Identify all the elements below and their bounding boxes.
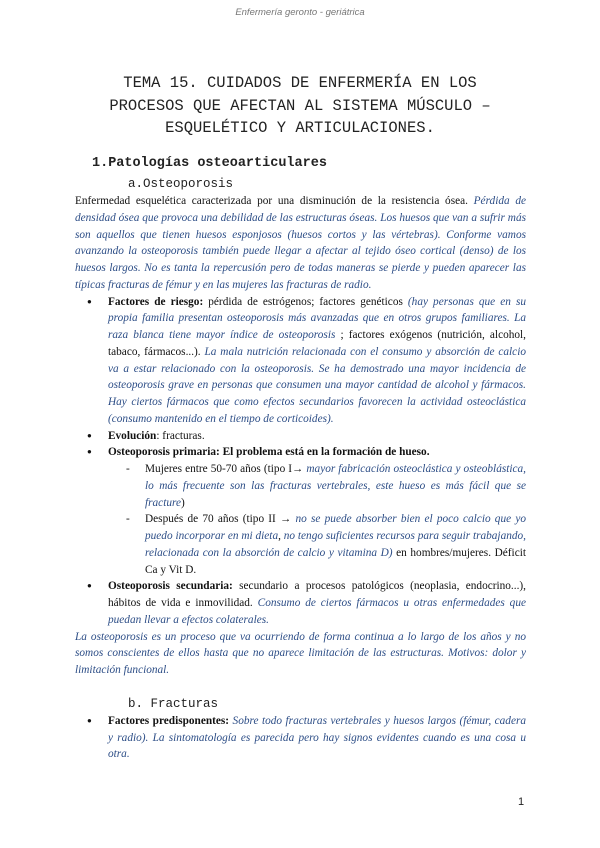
fracturas-list [75,713,526,763]
text: secundario a procesos patológicos (neoplasia, endocrino...), hábitos de vida e inmovilidad. [108,580,526,609]
sub-item-tipo-2 [75,511,526,578]
text: Mujeres entre 50-70 años (tipo I→ [145,463,307,475]
title-line: PROCESOS QUE AFECTAN AL SISTEMA MÚSCULO – [109,96,491,115]
text: Después de 70 años (tipo II → [145,513,296,526]
heading-patologias: 1.Patologías osteoarticulares [92,156,327,171]
label: Osteoporosis secundaria: [108,580,233,593]
text: en hombres/mujeres. Déficit Ca y Vit D. [145,546,526,576]
osteoporosis-list [75,294,526,629]
text: ; factores exógenos (nutrición, alcohol, tabaco, fármacos...). [108,329,526,358]
list-item-secundaria [75,578,526,628]
heading-osteoporosis: a.Osteoporosis [128,177,234,191]
text: Enfermedad esquelética caracterizada por una disminución de la resistencia ósea. [75,195,474,207]
note-text: mayor fabricación osteoclástica y osteoblástica, lo más frecuente son las fracturas vertebrales, este hueso es más fácil que se fracture [145,463,526,509]
document-body [75,176,526,763]
list-item-riesgo [75,294,526,428]
title-line: ESQUELÉTICO Y ARTICULACIONES. [165,119,435,137]
label: Osteoporosis primaria: El problema está en la formación de hueso. [108,446,430,459]
list-item-evolucion [75,428,526,445]
text: : fracturas. [156,429,205,442]
osteoporosis-intro [75,193,526,294]
text: pérdida de estrógenos; factores genéticos [203,295,408,308]
label: Evolución [108,429,157,442]
note-text: Pérdida de densidad ósea que provoca una debilidad de las estructuras óseas. Los huesos que van a sufrir más son aquellos que tienen huesos esponjosos (huesos cortos y las vértebras). Conforme vamos avanzando la osteoporosis también puede llegar a afectar al tejido óseo cortical (denso) de los huesos largos. No es tanta la repercusión pero de todas maneras se pierde y pueden aparecer las típicas fracturas de fémur y en las mujeres las fracturas de radio. [75,195,527,291]
heading-fracturas: b. Fracturas [128,696,219,711]
label: Factores de riesgo: [108,295,204,308]
note-text: (hay personas que en su propia familia presentan osteoporosis más avanzadas que en otros grupos familiares. La raza blanca tiene mayor índice de osteoporosis [108,295,527,341]
text: , [278,530,284,542]
note-text: La mala nutrición relacionada con el consumo y absorción de calcio va a estar relacionado con la osteoporosis. Se ha demostrado una mayor incidencia de osteoporosis grave en personas que consumen una mayor cantidad de alcohol y fármacos. Hay ciertos fármacos que como efectos secundarios favorecen la actividad osteoclástica (consumo mantenido en el tiempo de corticoides). [108,345,526,425]
title-line: TEMA 15. CUIDADOS DE ENFERMERÍA EN LOS [123,74,477,92]
list-item-predisponentes [75,713,526,763]
sub-item-tipo-1 [75,461,526,511]
document-title [70,72,530,140]
note-text: Sobre todo fracturas vertebrales y huesos largos (fémur, cadera y radio). La sintomatología es parecida pero hay signos evidentes cuando es una cosa u otra. [108,714,527,761]
note-text: Consumo de ciertos fármacos u otras enfermedades que puedan llevar a efectos colaterales. [108,597,526,626]
text: ) [180,496,185,509]
list-item-primaria [75,444,526,461]
osteoporosis-closing: La osteoporosis es un proceso que va ocurriendo de forma continua a lo largo de los años y no somos conscientes de ellos hasta que no aparece limitación de las estructuras. Motivos: dolor y limitación funcional. [75,630,526,676]
note-text: no se puede absorber bien el poco calcio que yo puedo incorporar en mi dieta [145,513,526,542]
page-header: Enfermería geronto - geriátrica [235,7,365,18]
page-number: 1 [518,796,525,808]
note-text: no tengo suficientes recursos para seguir trabajando, relacionada con la absorción de calcio y vitamina D) [145,530,526,559]
label: Factores predisponentes: [108,714,230,727]
